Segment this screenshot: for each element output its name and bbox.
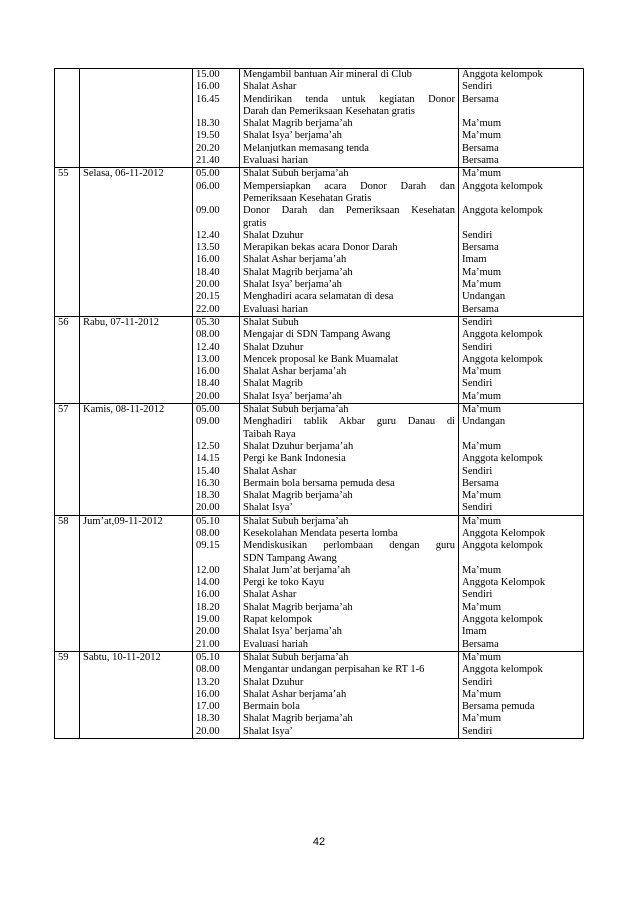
entry-time: 18.20 — [196, 601, 220, 613]
entry-role: Sendiri — [462, 341, 493, 353]
entry-role: Bersama — [462, 638, 499, 650]
entry-role: Sendiri — [462, 676, 493, 688]
day-number: 55 — [58, 168, 69, 180]
entry-role: Anggota kelompok — [462, 614, 543, 626]
role-cell — [459, 515, 584, 651]
entry-activity: Merapikan bekas acara Donor Darah — [243, 242, 398, 254]
entry-activity: Mendiskusikan perlombaan dengan guru — [243, 540, 455, 552]
day-number-cell — [55, 651, 80, 738]
activity-log-body — [55, 69, 584, 739]
day-number: 57 — [58, 404, 69, 416]
entry-activity: Shalat Subuh berjama’ah — [243, 404, 349, 416]
day-date: Sabtu, 10-11-2012 — [83, 651, 161, 663]
entry-role: Ma’mum — [462, 515, 502, 527]
entry-activity: Evaluasi harian — [243, 303, 309, 315]
entry-role: Undangan — [462, 416, 506, 428]
entry-time: 12.00 — [196, 564, 220, 576]
entry-time: 08.00 — [196, 329, 220, 341]
entry-time: 17.00 — [196, 701, 220, 713]
entry-activity: Shalat Magrib berjama’ah — [243, 601, 353, 613]
entry-activity: Shalat Ashar — [243, 465, 297, 477]
entry-activity: Mengantar undangan perpisahan ke RT 1-6 — [243, 664, 425, 676]
entry-activity-continued: Pemeriksaan Kesehatan Gratis — [243, 192, 372, 204]
entry-activity: Kesekolahan Mendata peserta lomba — [243, 527, 398, 539]
entry-time: 05.10 — [196, 651, 220, 663]
entry-activity: Shalat Isya’ berjama’ah — [243, 130, 342, 142]
entry-activity: Pergi ke Bank Indonesia — [243, 453, 346, 465]
activity-cell — [240, 69, 459, 168]
entry-role: Bersama — [462, 142, 499, 154]
entry-time: 16.00 — [196, 254, 220, 266]
entry-role: Ma’mum — [462, 279, 502, 291]
entry-role: Ma’mum — [462, 366, 502, 378]
entry-time: 09.00 — [196, 205, 220, 217]
entry-role: Anggota kelompok — [462, 664, 543, 676]
activity-cell — [240, 651, 459, 738]
entry-role: Ma’mum — [462, 390, 502, 402]
entry-time: 20.15 — [196, 291, 220, 303]
entry-activity: Evaluasi harian — [243, 155, 309, 167]
activity-cell — [240, 316, 459, 403]
entry-activity: Shalat Magrib — [243, 378, 303, 390]
date-cell — [80, 404, 193, 516]
entry-activity: Shalat Isya’ — [243, 725, 293, 737]
entry-role: Ma’mum — [462, 168, 502, 180]
entry-time: 19.00 — [196, 614, 220, 626]
entry-role: Sendiri — [462, 81, 493, 93]
entry-time: 18.30 — [196, 713, 220, 725]
entry-activity: Shalat Ashar berjama’ah — [243, 366, 347, 378]
day-number: 58 — [58, 515, 69, 527]
entry-activity: Shalat Dzuhur — [243, 229, 304, 241]
entry-role: Sendiri — [462, 316, 493, 328]
day-row — [55, 168, 584, 317]
entry-role: Anggota kelompok — [462, 540, 543, 552]
entry-time: 20.20 — [196, 142, 220, 154]
entry-activity: Shalat Subuh berjama’ah — [243, 168, 349, 180]
entry-role: Anggota kelompok — [462, 453, 543, 465]
entry-time: 15.00 — [196, 69, 220, 80]
entry-role: Sendiri — [462, 589, 493, 601]
entry-activity: Shalat Subuh berjama’ah — [243, 515, 349, 527]
day-row — [55, 316, 584, 403]
entry-role: Bersama — [462, 477, 499, 489]
entry-time: 16.30 — [196, 477, 220, 489]
entry-activity: Menghadiri acara selamatan di desa — [243, 291, 394, 303]
entry-activity: Shalat Magrib berjama’ah — [243, 713, 353, 725]
entry-role: Ma’mum — [462, 130, 502, 142]
entry-time: 05.30 — [196, 316, 220, 328]
day-number-cell — [55, 404, 80, 516]
entry-activity: Evaluasi hariah — [243, 638, 309, 650]
entry-time: 18.30 — [196, 118, 220, 130]
day-row — [55, 651, 584, 738]
entry-time: 20.00 — [196, 502, 220, 514]
entry-time: 15.40 — [196, 465, 220, 477]
entry-role: Imam — [462, 254, 487, 266]
entry-role: Ma’mum — [462, 490, 502, 502]
entry-role: Ma’mum — [462, 266, 502, 278]
page-number: 42 — [312, 836, 326, 848]
entry-role: Anggota kelompok — [462, 69, 543, 80]
date-cell — [80, 316, 193, 403]
entry-time: 14.00 — [196, 577, 220, 589]
entry-activity: Donor Darah dan Pemeriksaan Kesehatan — [243, 205, 455, 217]
entry-time: 16.45 — [196, 93, 220, 105]
day-number: 59 — [58, 651, 69, 663]
entry-role: Bersama — [462, 155, 499, 167]
entry-activity-continued: gratis — [243, 217, 267, 229]
day-date: Rabu, 07-11-2012 — [83, 316, 160, 328]
entry-time: 21.40 — [196, 155, 220, 167]
entry-activity: Mengajar di SDN Tampang Awang — [243, 329, 391, 341]
day-number-cell — [55, 69, 80, 168]
role-cell — [459, 168, 584, 317]
time-cell — [193, 168, 240, 317]
entry-time: 05.10 — [196, 515, 220, 527]
entry-role: Ma’mum — [462, 688, 502, 700]
entry-activity-continued: Darah dan Pemeriksaan Kesehatan gratis — [243, 105, 416, 117]
entry-role: Ma’mum — [462, 564, 502, 576]
entry-role: Ma’mum — [462, 713, 502, 725]
entry-time: 06.00 — [196, 180, 220, 192]
entry-activity: Shalat Dzuhur — [243, 341, 304, 353]
activity-cell — [240, 168, 459, 317]
entry-role: Sendiri — [462, 229, 493, 241]
role-cell — [459, 651, 584, 738]
entry-time: 05.00 — [196, 168, 220, 180]
entry-time: 22.00 — [196, 303, 220, 315]
time-cell — [193, 69, 240, 168]
entry-time: 20.00 — [196, 390, 220, 402]
day-date: Jum’at,09-11-2012 — [83, 515, 163, 527]
entry-activity: Mempersiapkan acara Donor Darah dan — [243, 180, 455, 192]
entry-activity: Mengambil bantuan Air mineral di Club — [243, 69, 412, 80]
entry-role: Ma’mum — [462, 440, 502, 452]
entry-activity: Shalat Dzuhur — [243, 676, 304, 688]
role-cell — [459, 316, 584, 403]
entry-time: 09.00 — [196, 416, 220, 428]
entry-time: 16.00 — [196, 589, 220, 601]
activity-cell — [240, 404, 459, 516]
entry-activity-continued: SDN Tampang Awang — [243, 552, 337, 564]
entry-role: Imam — [462, 626, 487, 638]
day-number-cell — [55, 316, 80, 403]
entry-activity: Shalat Dzuhur berjama’ah — [243, 440, 354, 452]
entry-role: Sendiri — [462, 465, 493, 477]
entry-activity: Pergi ke toko Kayu — [243, 577, 325, 589]
entry-time: 09.15 — [196, 540, 220, 552]
entry-role: Bersama pemuda — [462, 701, 535, 713]
day-row — [55, 69, 584, 168]
day-number: 56 — [58, 316, 69, 328]
entry-time: 08.00 — [196, 527, 220, 539]
date-cell — [80, 651, 193, 738]
day-date: Kamis, 08-11-2012 — [83, 404, 165, 416]
activity-cell — [240, 515, 459, 651]
entry-time: 18.30 — [196, 490, 220, 502]
entry-time: 12.40 — [196, 229, 220, 241]
entry-time: 05.00 — [196, 404, 220, 416]
entry-time: 18.40 — [196, 378, 220, 390]
entry-role: Anggota Kelompok — [462, 527, 546, 539]
day-row — [55, 515, 584, 651]
entry-activity: Shalat Isya’ berjama’ah — [243, 390, 342, 402]
entry-activity: Shalat Subuh — [243, 316, 299, 328]
entry-activity: Shalat Ashar berjama’ah — [243, 688, 347, 700]
time-cell — [193, 316, 240, 403]
entry-role: Undangan — [462, 291, 506, 303]
entry-time: 16.00 — [196, 81, 220, 93]
entry-activity: Melanjutkan memasang tenda — [243, 142, 369, 154]
entry-activity: Mendirikan tenda untuk kegiatan Donor — [243, 93, 455, 105]
entry-role: Bersama — [462, 93, 499, 105]
entry-activity: Shalat Ashar — [243, 81, 297, 93]
entry-activity: Shalat Isya’ — [243, 502, 293, 514]
entry-activity: Bermain bola — [243, 701, 300, 713]
entry-time: 08.00 — [196, 664, 220, 676]
entry-activity: Shalat Isya’ berjama’ah — [243, 626, 342, 638]
entry-activity: Shalat Magrib berjama’ah — [243, 118, 353, 130]
entry-activity-continued: Taibah Raya — [243, 428, 296, 440]
entry-role: Bersama — [462, 303, 499, 315]
date-cell — [80, 168, 193, 317]
entry-activity: Shalat Ashar berjama’ah — [243, 254, 347, 266]
entry-time: 20.00 — [196, 626, 220, 638]
entry-role: Anggota Kelompok — [462, 577, 546, 589]
entry-activity: Shalat Magrib berjama’ah — [243, 266, 353, 278]
role-cell — [459, 69, 584, 168]
entry-role: Bersama — [462, 242, 499, 254]
entry-activity: Rapat kelompok — [243, 614, 313, 626]
entry-activity: Bermain bola bersama pemuda desa — [243, 477, 395, 489]
entry-role: Sendiri — [462, 378, 493, 390]
day-date: Selasa, 06-11-2012 — [83, 168, 164, 180]
time-cell — [193, 404, 240, 516]
time-cell — [193, 651, 240, 738]
entry-time: 16.00 — [196, 366, 220, 378]
entry-activity: Shalat Subuh berjama’ah — [243, 651, 349, 663]
entry-activity: Shalat Isya’ berjama’ah — [243, 279, 342, 291]
day-number-cell — [55, 515, 80, 651]
role-cell — [459, 404, 584, 516]
entry-activity: Shalat Ashar — [243, 589, 297, 601]
entry-role: Anggota kelompok — [462, 329, 543, 341]
entry-time: 20.00 — [196, 279, 220, 291]
entry-time: 14.15 — [196, 453, 220, 465]
entry-time: 21.00 — [196, 638, 220, 650]
entry-time: 20.00 — [196, 725, 220, 737]
entry-activity: Shalat Magrib berjama’ah — [243, 490, 353, 502]
entry-time: 16.00 — [196, 688, 220, 700]
entry-activity: Menghadiri tablik Akbar guru Danau di — [243, 416, 455, 428]
entry-time: 13.20 — [196, 676, 220, 688]
day-number-cell — [55, 168, 80, 317]
entry-time: 13.00 — [196, 353, 220, 365]
time-cell — [193, 515, 240, 651]
date-cell — [80, 515, 193, 651]
entry-role: Ma’mum — [462, 404, 502, 416]
date-cell — [80, 69, 193, 168]
entry-activity: Shalat Jum’at berjama’ah — [243, 564, 351, 576]
entry-role: Ma’mum — [462, 651, 502, 663]
entry-time: 13.50 — [196, 242, 220, 254]
entry-time: 12.50 — [196, 440, 220, 452]
entry-time: 12.40 — [196, 341, 220, 353]
entry-role: Ma’mum — [462, 601, 502, 613]
entry-time: 19.50 — [196, 130, 220, 142]
entry-activity: Mencek proposal ke Bank Muamalat — [243, 353, 399, 365]
entry-role: Sendiri — [462, 725, 493, 737]
entry-role: Anggota kelompok — [462, 353, 543, 365]
activity-log-table — [54, 68, 584, 739]
entry-role: Ma’mum — [462, 118, 502, 130]
day-row — [55, 404, 584, 516]
entry-role: Anggota kelompok — [462, 180, 543, 192]
entry-role: Sendiri — [462, 502, 493, 514]
entry-role: Anggota kelompok — [462, 205, 543, 217]
entry-time: 18.40 — [196, 266, 220, 278]
